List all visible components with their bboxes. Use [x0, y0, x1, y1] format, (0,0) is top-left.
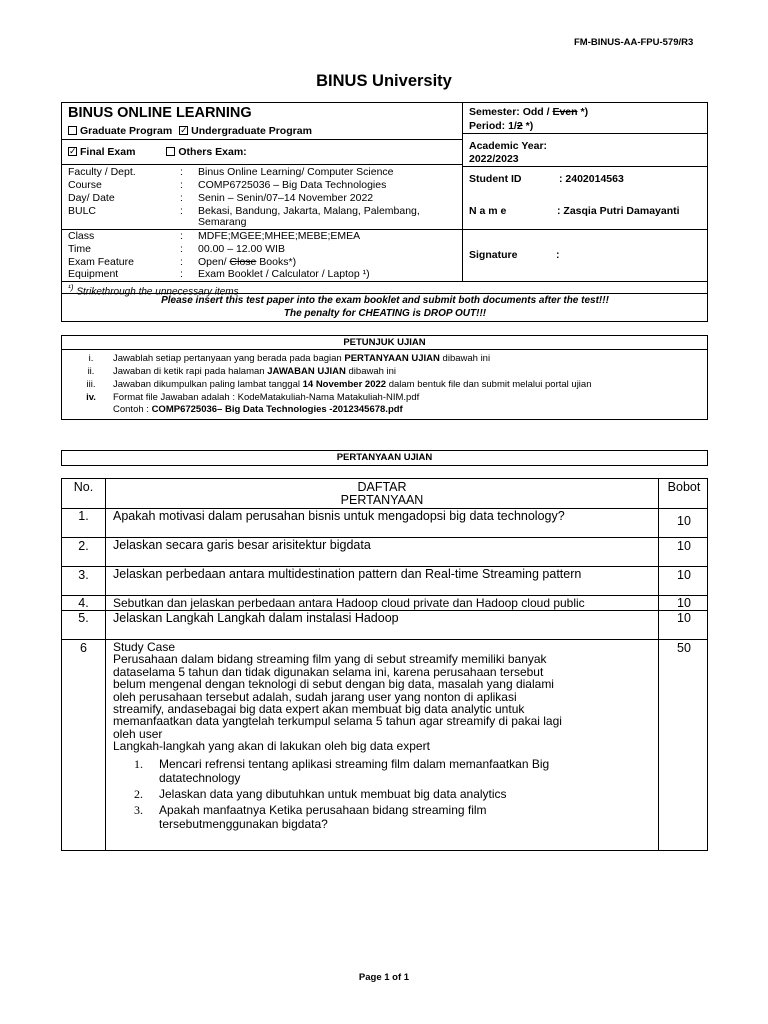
- program-options: Graduate Program ✓ Undergraduate Program: [68, 125, 312, 137]
- name-label: N a m e: [469, 205, 507, 217]
- study-case-text: Study Case Perusahaan dalam bidang streaming film yang di sebut streamify memiliki banyak dataselama 5 tahun dan tidak digunakan selama ini, karena perusahaan tersebut belum mengenal dengan teknologi di sebut dengan big data, masalah yang dialami oleh perusahaan tersebut adalah, sudah jarang user yang nonton di aplikasi streamify, andasebagai big data expert akan membuat big data analytic untuk memanfaatkan data yangtelah terkumpul selama 5 tahun agar streamify di pakai lagi oleh user Langkah-langkah yang akan di lakukan oleh big data expert: [113, 640, 562, 754]
- period: Period: 1/2 *): [469, 120, 534, 132]
- student-id-label: Student ID: [469, 173, 522, 185]
- page-number: Page 1 of 1: [358, 972, 410, 983]
- exam-type: ✓Final Exam Others Exam:: [68, 146, 247, 158]
- notice-line-2: The penalty for CHEATING is DROP OUT!!!: [283, 308, 487, 319]
- student-id: : 2402014563: [559, 173, 624, 185]
- university-title: BINUS University: [316, 72, 452, 90]
- signature-label: Signature: [469, 249, 518, 261]
- notice-line-1: Please insert this test paper into the exam booklet and submit both documents after the test!!!: [161, 295, 609, 306]
- academic-year: 2022/2023: [469, 153, 519, 165]
- col-bobot: Bobot: [667, 480, 701, 494]
- semester: Semester: Odd / Even *): [469, 106, 589, 118]
- col-pertanyaan: PERTANYAAN: [340, 493, 424, 507]
- questions-title: PERTANYAAN UJIAN: [61, 450, 708, 466]
- academic-year-label: Academic Year:: [469, 140, 548, 152]
- others-exam-checkbox[interactable]: [166, 147, 175, 156]
- col-daftar: DAFTAR: [357, 480, 407, 494]
- footnote: $^{^1)}$ Strikethrough the unnecessary items: [68, 282, 239, 298]
- program-title: BINUS ONLINE LEARNING: [68, 105, 252, 121]
- undergraduate-checkbox[interactable]: [179, 126, 188, 135]
- col-no: No.: [73, 480, 94, 494]
- signature-field[interactable]: :: [556, 249, 560, 261]
- instructions-title: PETUNJUK UJIAN: [62, 336, 707, 350]
- questions-table: No. DAFTAR PERTANYAAN Bobot 1. Apakah motivasi dalam perusahan bisnis untuk mengadopsi big data technology? 10 2. Jelaskan secara garis besar arisitektur bigdata 10 3. Jelaskan perbedaan antara multidestination pattern dan Real-time Streaming pattern 10 4. Sebutkan dan jelaskan perbedaan antara Hadoop cloud private dan Hadoop cloud public 10 5. Jelaskan Langkah Langkah dalam instalasi Hadoop 10 6 50 Study Case Perusahaan dalam bidang streaming film yang di sebut streamify memiliki banyak dataselama 5 tahun dan tidak digunakan selama ini, karena perusahaan tersebut belum mengenal dengan teknologi di sebut dengan big data, masalah yang dialami oleh perusahaan tersebut adalah, sudah jarang user yang nonton di aplikasi streamify, andasebagai big data expert akan membuat big data analytic untuk memanfaatkan data yangtelah terkumpul selama 5 tahun agar streamify di pakai lagi oleh user Langkah-langkah yang akan di lakukan oleh big data expert 1. Mencari refrensi tentang aplikasi streaming film dalam memanfaatkan Big datatechnology 2. Jelaskan data yang dibutuhkan untuk membuat big data analytics 3. Apakah manfaatnya Ketika perusahaan bidang streaming film tersebutmenggunakan bigdata?: [61, 478, 708, 851]
- final-exam-checkbox[interactable]: [68, 147, 77, 156]
- form-code: FM-BINUS-AA-FPU-579/R3: [574, 37, 694, 48]
- graduate-checkbox[interactable]: [68, 126, 77, 135]
- exam-header-table: BINUS ONLINE LEARNING Graduate Program ✓ Undergraduate Program ✓Final Exam Others Exam: Faculty / Dept. : Binus Online Learning/ Computer Science Course : COMP6725036 – Big Data Technologies Day/ Date : Senin – Senin/07–14 November 2022 BULC : Bekasi, Bandung, Jakarta, Malang, Palembang, Semarang Class : MDFE;MGEE;MHEE;MEBE;EMEA Time : 00.00 – 12.00 WIB Exam Feature : Open/ Close Books*) Equipment : Exam Booklet / Calculator / Laptop ¹) Semester: Odd / Even *) Period: 1/2 *) Academic Year: 2022/2023 Student ID : 2402014563 N a m e : Zasqia Putri Damayanti Signature : $^{^1)}$ Strikethrough the unnecessary items Please insert this test paper into the exam booklet and submit both documents after the test!!! The penalty for CHEATING is DROP OUT!!!: [61, 102, 708, 322]
- instructions-box: PETUNJUK UJIAN i. Jawablah setiap pertanyaan yang berada pada bagian PERTANYAAN UJIAN dibawah ini ii. Jawaban di ketik rapi pada halaman JAWABAN UJIAN dibawah ini iii. Jawaban dikumpulkan paling lambat tanggal 14 November 2022 dalam bentuk file dan submit melalui portal ujian iv. Format file Jawaban adalah : KodeMatakuliah-Nama Matakuliah-NIM.pdf Contoh : COMP6725036– Big Data Technologies -2012345678.pdf: [61, 335, 708, 420]
- student-name: : Zasqia Putri Damayanti: [557, 205, 680, 217]
- study-case-steps: 1. Mencari refrensi tentang aplikasi streaming film dalam memanfaatkan Big datatechnology 2. Jelaskan data yang dibutuhkan untuk membuat big data analytics 3. Apakah manfaatnya Ketika perusahaan bidang streaming film tersebutmenggunakan bigdata?: [134, 757, 550, 831]
